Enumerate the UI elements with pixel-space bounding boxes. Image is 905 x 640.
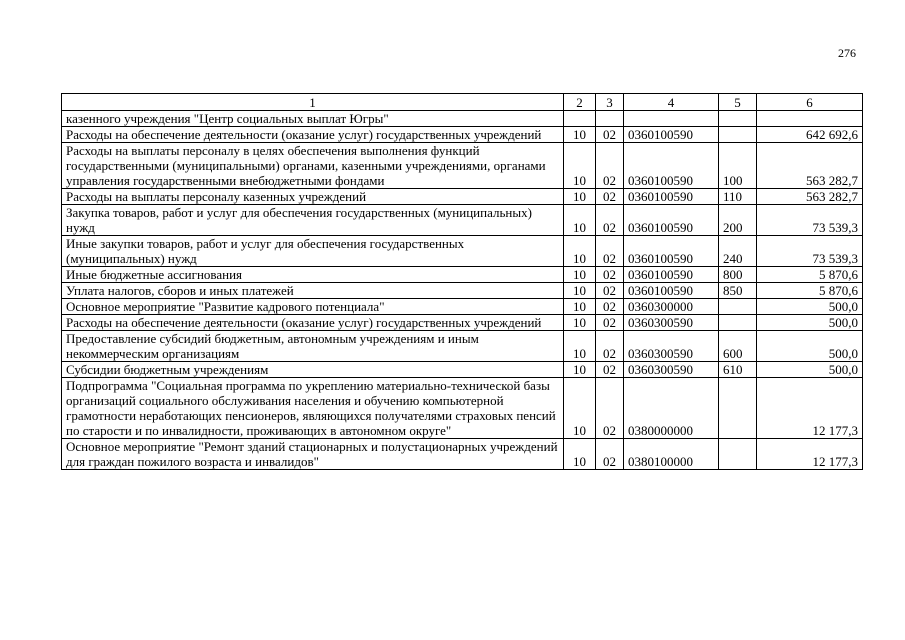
page-number: 276 xyxy=(838,46,856,60)
row-csr-cell: 0360300590 xyxy=(624,315,719,331)
row-name-cell: Подпрограмма "Социальная программа по укреплению материально-технической базы организаций социального обслуживания населения и обучению компьютерной грамотности неработающих пенсионеров, являющихся получателями страховых пенсий по старости и по инвалидности, проживающих в автономном округе" xyxy=(62,378,564,439)
row-podrazdel-cell: 02 xyxy=(596,189,624,205)
table-row xyxy=(62,111,863,127)
header-cell-podrazdel: 3 xyxy=(596,94,624,111)
row-csr-cell: 0360100590 xyxy=(624,127,719,143)
row-name-cell: Субсидии бюджетным учреждениям xyxy=(62,362,564,378)
row-razdel-cell: 10 xyxy=(564,127,596,143)
row-vr-cell: 200 xyxy=(719,205,757,236)
row-razdel-cell: 10 xyxy=(564,299,596,315)
row-csr-cell: 0360300000 xyxy=(624,299,719,315)
row-amount-cell: 500,0 xyxy=(757,362,863,378)
row-razdel-cell: 10 xyxy=(564,439,596,470)
row-vr-cell xyxy=(719,439,757,470)
row-amount-cell: 500,0 xyxy=(757,299,863,315)
row-amount-cell: 500,0 xyxy=(757,331,863,362)
row-amount-cell: 563 282,7 xyxy=(757,143,863,189)
row-name-cell: казенного учреждения "Центр социальных выплат Югры" xyxy=(62,111,564,127)
row-amount-cell: 5 870,6 xyxy=(757,267,863,283)
table-row xyxy=(62,283,863,299)
table-row xyxy=(62,439,863,470)
row-podrazdel-cell: 02 xyxy=(596,331,624,362)
row-podrazdel-cell: 02 xyxy=(596,127,624,143)
header-cell-amount: 6 xyxy=(757,94,863,111)
row-razdel-cell: 10 xyxy=(564,283,596,299)
row-podrazdel-cell: 02 xyxy=(596,205,624,236)
row-csr-cell: 0360100590 xyxy=(624,143,719,189)
row-csr-cell: 0360100590 xyxy=(624,283,719,299)
table-row xyxy=(62,362,863,378)
table-row xyxy=(62,143,863,189)
row-amount-cell: 563 282,7 xyxy=(757,189,863,205)
row-podrazdel-cell: 02 xyxy=(596,283,624,299)
row-vr-cell: 850 xyxy=(719,283,757,299)
row-podrazdel-cell: 02 xyxy=(596,143,624,189)
row-csr-cell: 0360100590 xyxy=(624,189,719,205)
row-podrazdel-cell: 02 xyxy=(596,439,624,470)
row-name-cell: Уплата налогов, сборов и иных платежей xyxy=(62,283,564,299)
row-vr-cell: 110 xyxy=(719,189,757,205)
table-header-row xyxy=(62,94,863,111)
row-amount-cell: 12 177,3 xyxy=(757,378,863,439)
row-name-cell: Закупка товаров, работ и услуг для обеспечения государственных (муниципальных) нужд xyxy=(62,205,564,236)
row-csr-cell: 0360100590 xyxy=(624,267,719,283)
header-cell-razdel: 2 xyxy=(564,94,596,111)
row-csr-cell: 0380000000 xyxy=(624,378,719,439)
row-name-cell: Иные закупки товаров, работ и услуг для обеспечения государственных (муниципальных) нужд xyxy=(62,236,564,267)
table-row xyxy=(62,331,863,362)
row-name-cell: Расходы на обеспечение деятельности (оказание услуг) государственных учреждений xyxy=(62,315,564,331)
row-name-cell: Расходы на выплаты персоналу в целях обеспечения выполнения функций государственными (муниципальными) органами, казенными учреждениями, органами управления государственными внебюджетными фондами xyxy=(62,143,564,189)
row-amount-cell: 73 539,3 xyxy=(757,236,863,267)
row-podrazdel-cell: 02 xyxy=(596,299,624,315)
row-razdel-cell: 10 xyxy=(564,315,596,331)
row-vr-cell xyxy=(719,299,757,315)
row-razdel-cell: 10 xyxy=(564,362,596,378)
row-vr-cell xyxy=(719,315,757,331)
row-amount-cell: 12 177,3 xyxy=(757,439,863,470)
row-amount-cell: 500,0 xyxy=(757,315,863,331)
row-amount-cell: 73 539,3 xyxy=(757,205,863,236)
row-csr-cell: 0360100590 xyxy=(624,236,719,267)
row-razdel-cell: 10 xyxy=(564,267,596,283)
row-csr-cell: 0360100590 xyxy=(624,205,719,236)
row-amount-cell xyxy=(757,111,863,127)
row-vr-cell xyxy=(719,111,757,127)
row-csr-cell: 0360300590 xyxy=(624,331,719,362)
table-row xyxy=(62,299,863,315)
row-podrazdel-cell: 02 xyxy=(596,362,624,378)
row-name-cell: Основное мероприятие "Развитие кадрового потенциала" xyxy=(62,299,564,315)
header-cell-csr: 4 xyxy=(624,94,719,111)
row-podrazdel-cell: 02 xyxy=(596,315,624,331)
row-csr-cell: 0360300590 xyxy=(624,362,719,378)
table-row xyxy=(62,315,863,331)
table-row xyxy=(62,189,863,205)
row-csr-cell xyxy=(624,111,719,127)
row-csr-cell: 0380100000 xyxy=(624,439,719,470)
row-vr-cell: 600 xyxy=(719,331,757,362)
row-vr-cell: 610 xyxy=(719,362,757,378)
row-amount-cell: 642 692,6 xyxy=(757,127,863,143)
row-razdel-cell: 10 xyxy=(564,143,596,189)
header-cell-vr: 5 xyxy=(719,94,757,111)
row-name-cell: Расходы на обеспечение деятельности (оказание услуг) государственных учреждений xyxy=(62,127,564,143)
row-podrazdel-cell: 02 xyxy=(596,236,624,267)
row-razdel-cell: 10 xyxy=(564,378,596,439)
table-row xyxy=(62,378,863,439)
row-podrazdel-cell xyxy=(596,111,624,127)
row-amount-cell: 5 870,6 xyxy=(757,283,863,299)
row-razdel-cell: 10 xyxy=(564,236,596,267)
row-razdel-cell: 10 xyxy=(564,331,596,362)
header-cell-name: 1 xyxy=(62,94,564,111)
row-podrazdel-cell: 02 xyxy=(596,378,624,439)
row-razdel-cell: 10 xyxy=(564,189,596,205)
row-name-cell: Предоставление субсидий бюджетным, автономным учреждениям и иным некоммерческим организациям xyxy=(62,331,564,362)
row-name-cell: Иные бюджетные ассигнования xyxy=(62,267,564,283)
row-razdel-cell xyxy=(564,111,596,127)
row-vr-cell xyxy=(719,378,757,439)
row-vr-cell xyxy=(719,127,757,143)
table-row xyxy=(62,205,863,236)
row-vr-cell: 800 xyxy=(719,267,757,283)
budget-table xyxy=(61,93,863,470)
row-name-cell: Основное мероприятие "Ремонт зданий стационарных и полустационарных учреждений для граждан пожилого возраста и инвалидов" xyxy=(62,439,564,470)
table-row xyxy=(62,236,863,267)
table-row xyxy=(62,267,863,283)
row-vr-cell: 100 xyxy=(719,143,757,189)
table-row xyxy=(62,127,863,143)
row-razdel-cell: 10 xyxy=(564,205,596,236)
row-vr-cell: 240 xyxy=(719,236,757,267)
row-podrazdel-cell: 02 xyxy=(596,267,624,283)
row-name-cell: Расходы на выплаты персоналу казенных учреждений xyxy=(62,189,564,205)
